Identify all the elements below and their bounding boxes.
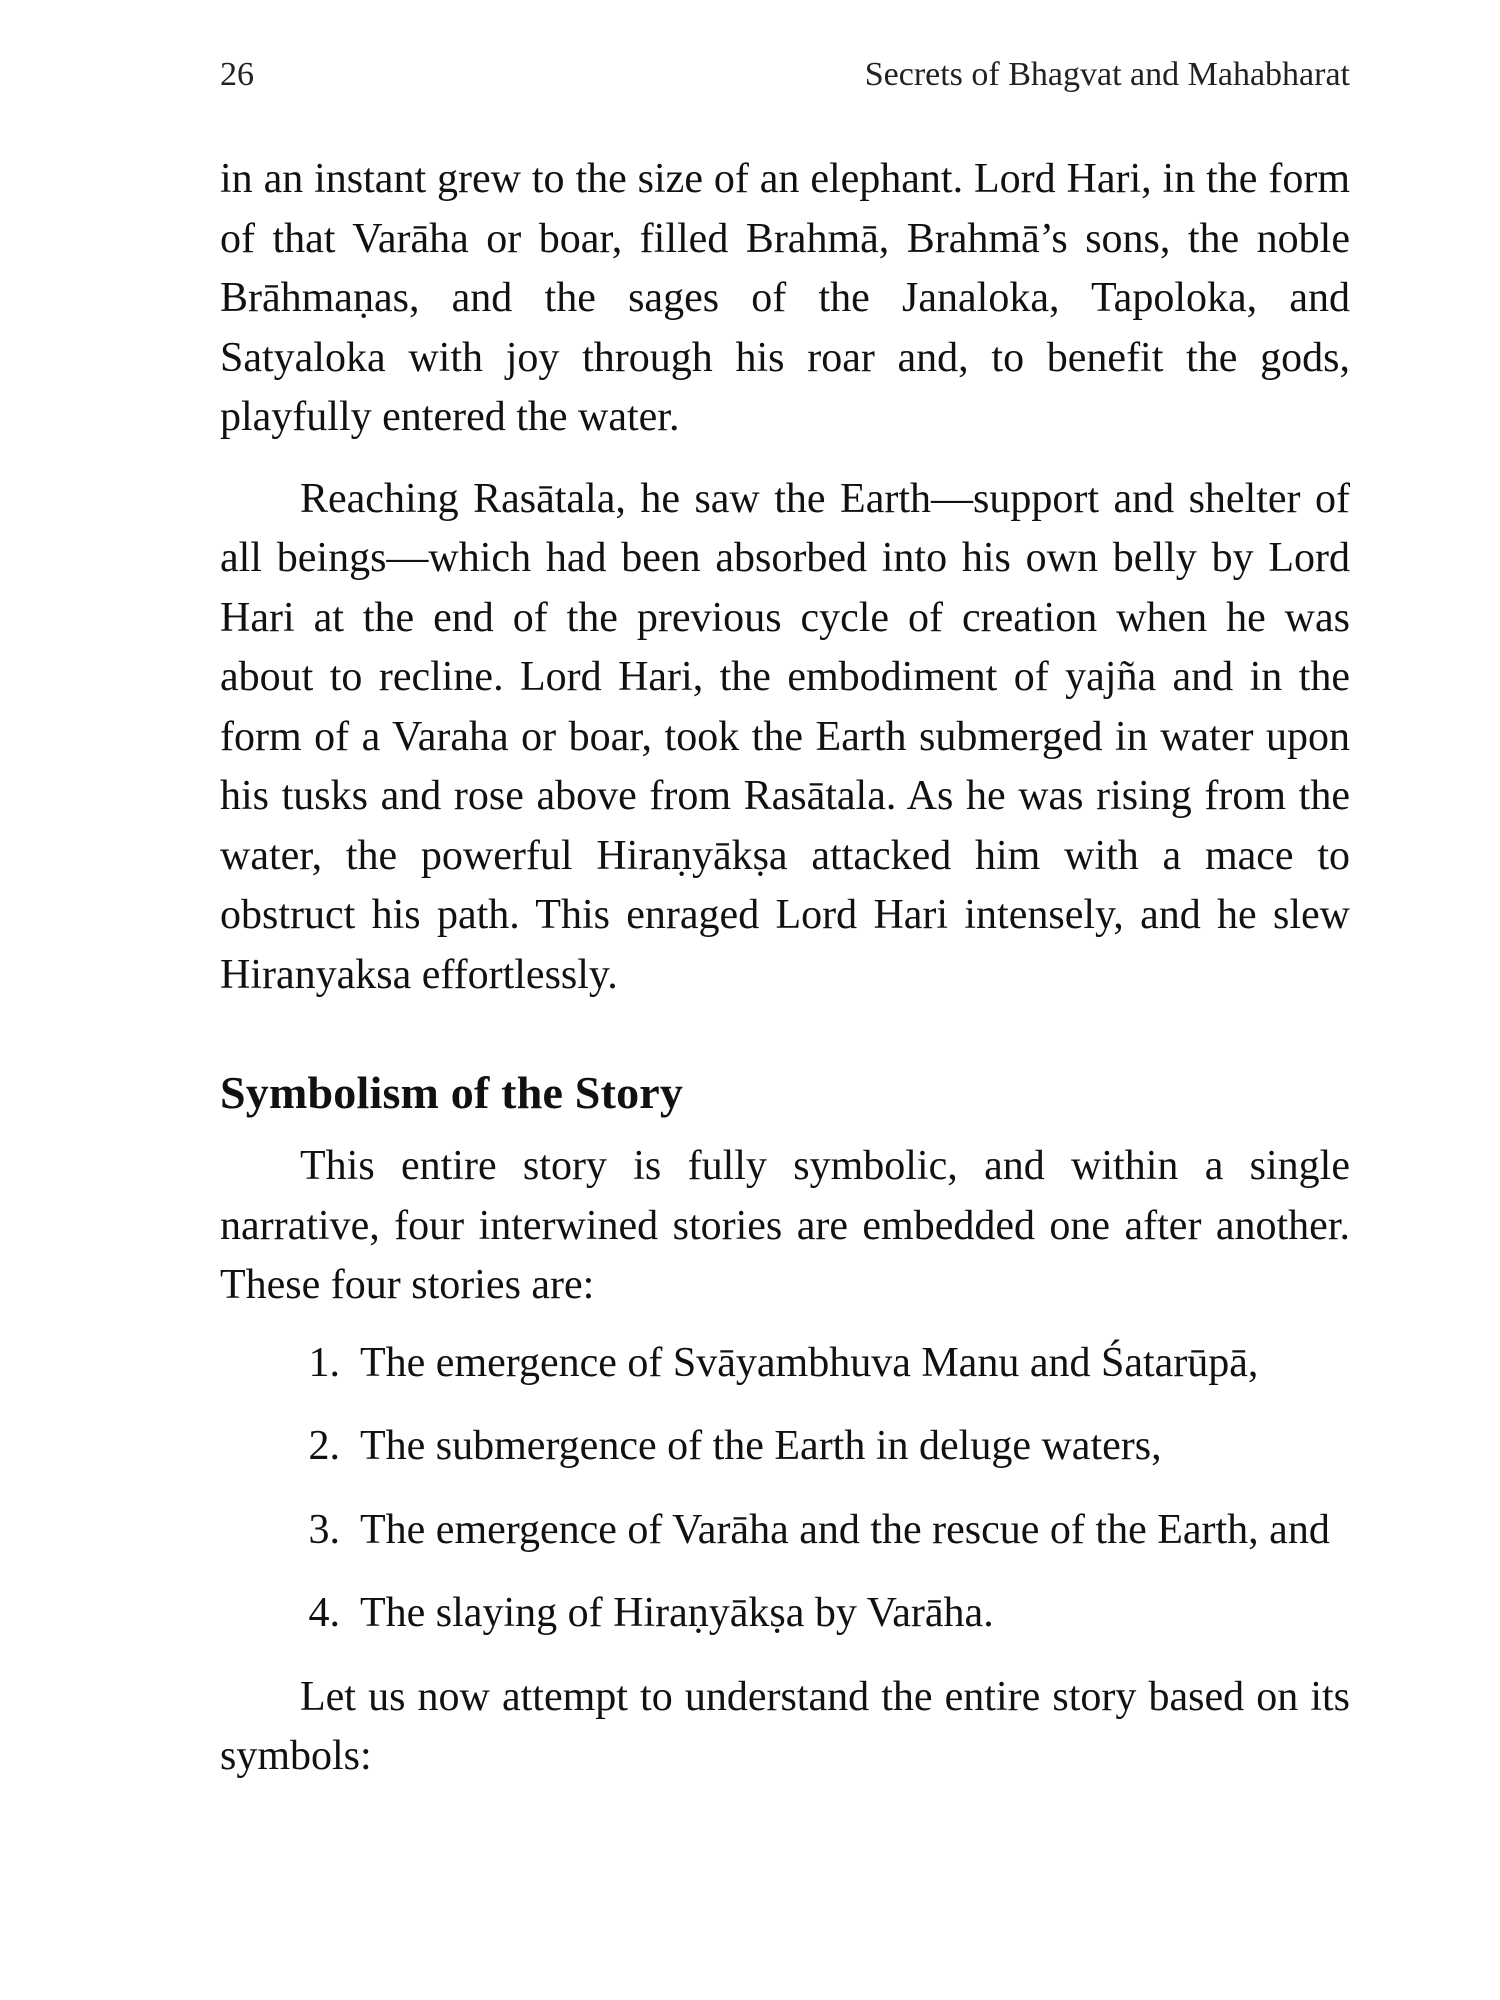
section-heading: Symbolism of the Story xyxy=(220,1067,684,1118)
page-header xyxy=(220,56,1350,116)
list-item xyxy=(220,1417,1350,1477)
list-item-text: The submergence of the Earth in deluge waters, xyxy=(360,1423,1162,1469)
running-title: Secrets of Bhagvat and Mahabharat xyxy=(864,56,1350,93)
list-item-number: 1. xyxy=(308,1339,340,1386)
list-item xyxy=(220,1501,1350,1561)
list-item-text: The slaying of Hiraṇyākṣa by Varāha. xyxy=(360,1590,994,1636)
body-paragraph: in an instant grew to the size of an elephant. Lord Hari, in the form of that Varāha or boar, filled Brahmā, Brahmā’s sons, the noble Brāhmaṇas, and the sages of the Janaloka, Tapoloka, and Satyaloka with joy through his roar and, to benefit the gods, playfully entered the water. xyxy=(220,156,1350,440)
list-item-text: The emergence of Svāyambhuva Manu and Śatarūpā, xyxy=(360,1339,1259,1386)
list-item xyxy=(220,1584,1350,1644)
page-number: 26 xyxy=(220,56,254,93)
list-item-text: The emergence of Varāha and the rescue of the Earth, and xyxy=(360,1506,1330,1553)
body-paragraph: Reaching Rasātala, he saw the Earth—support and shelter of all beings—which had been absorbed into his own belly by Lord Hari at the end of the previous cycle of creation when he was about to recline. Lord Hari, the embodiment of yajña and in the form of a Varaha or boar, took the Earth submerged in water upon his tusks and rose above from Rasātala. As he was rising from the water, the powerful Hiraṇyākṣa attacked him with a mace to obstruct his path. This enraged Lord Hari intensely, and he slew Hiranyaksa effortlessly. xyxy=(220,475,1350,998)
list-item-number: 4. xyxy=(308,1590,340,1636)
list-item-number: 2. xyxy=(308,1423,340,1469)
body-paragraph: Let us now attempt to understand the entire story based on its symbols: xyxy=(220,1673,1350,1779)
numbered-list xyxy=(220,1334,1350,1644)
body-paragraph: This entire story is fully symbolic, and within a single narrative, four interwined stories are embedded one after another. These four stories are: xyxy=(220,1143,1350,1308)
page-content xyxy=(220,150,1350,1787)
list-item-number: 3. xyxy=(308,1506,340,1553)
list-item xyxy=(220,1334,1350,1394)
